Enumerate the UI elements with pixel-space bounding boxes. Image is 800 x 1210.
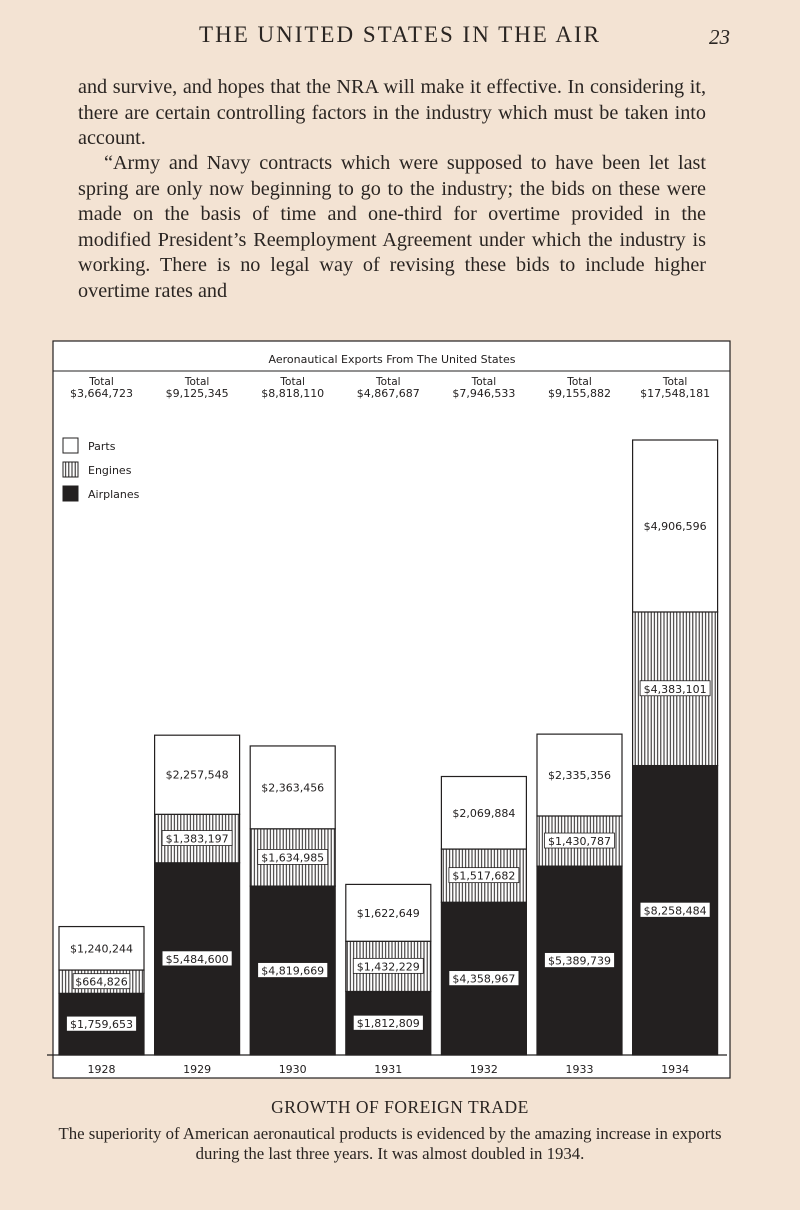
data-label-parts-1932: $2,069,884 (452, 806, 516, 820)
data-label-engines-1931: $1,432,229 (356, 960, 420, 974)
data-label-parts-1929: $2,257,548 (165, 768, 229, 782)
total-value-1928: $3,664,723 (70, 387, 133, 400)
total-caption-1928: Total (89, 376, 114, 388)
data-label-airplanes-1933: $5,389,739 (548, 954, 611, 968)
year-label-1931: 1931 (374, 1063, 403, 1076)
year-label-1933: 1933 (565, 1063, 594, 1076)
data-label-airplanes-1934: $8,258,484 (643, 904, 707, 918)
data-label-engines-1932: $1,517,682 (452, 869, 516, 883)
chart-title: Aeronautical Exports From The United States (268, 353, 516, 366)
data-label-engines-1928: $664,826 (75, 975, 128, 989)
body-paragraph-2: “Army and Navy contracts which were supposed to have been let last spring are only now beginning to go to the industry; the bids on these were made on the basis of time and one-third for overtime provided in the modified President’s Reemployment Agreement under which the industry is working. There is no legal way of revising these bids to include higher overtime rates and (78, 152, 706, 302)
data-label-parts-1928: $1,240,244 (70, 942, 133, 956)
total-caption-1932: Total (471, 376, 497, 388)
total-value-1930: $8,818,110 (261, 387, 325, 400)
data-label-engines-1930: $1,634,985 (261, 851, 325, 865)
figure-caption-title: GROWTH OF FOREIGN TRADE (271, 1097, 529, 1117)
legend-swatch-airplanes (63, 486, 78, 501)
body-paragraph-1: and survive, and hopes that the NRA will make it effective. In considering it, there are certain controlling factors in the industry which must be taken into account. (78, 76, 706, 149)
total-caption-1933: Total (567, 376, 592, 388)
legend-label-engines: Engines (88, 464, 132, 477)
total-caption-1929: Total (184, 376, 210, 388)
data-label-airplanes-1932: $4,358,967 (452, 972, 516, 986)
data-label-parts-1934: $4,906,596 (643, 519, 707, 533)
total-value-1933: $9,155,882 (548, 387, 611, 400)
total-caption-1931: Total (376, 376, 401, 388)
data-label-airplanes-1929: $5,484,600 (165, 952, 229, 966)
total-value-1934: $17,548,181 (640, 387, 711, 400)
year-label-1929: 1929 (183, 1063, 212, 1076)
total-value-1931: $4,867,687 (356, 387, 420, 400)
data-label-engines-1933: $1,430,787 (548, 835, 611, 849)
total-value-1929: $9,125,345 (165, 387, 229, 400)
data-label-airplanes-1931: $1,812,809 (356, 1017, 420, 1031)
total-caption-1934: Total (662, 376, 688, 388)
year-label-1934: 1934 (661, 1063, 690, 1076)
year-label-1928: 1928 (87, 1063, 116, 1076)
year-label-1932: 1932 (469, 1063, 498, 1076)
data-label-parts-1931: $1,622,649 (356, 906, 420, 920)
legend-label-parts: Parts (88, 440, 116, 453)
data-label-engines-1934: $4,383,101 (643, 682, 707, 696)
page-number: 23 (709, 25, 730, 49)
data-label-airplanes-1930: $4,819,669 (261, 964, 325, 978)
page-title: THE UNITED STATES IN THE AIR (199, 22, 601, 47)
year-label-1930: 1930 (278, 1063, 307, 1076)
figure-caption-text: The superiority of American aeronautical products is evidenced by the amazing increase in exports during the last three years. It was almost doubled in 1934. (58, 1124, 722, 1163)
legend-swatch-engines (63, 462, 78, 477)
legend-swatch-parts (63, 438, 78, 453)
data-label-parts-1930: $2,363,456 (261, 781, 325, 795)
total-caption-1930: Total (280, 376, 305, 388)
data-label-parts-1933: $2,335,356 (548, 769, 611, 783)
legend-label-airplanes: Airplanes (88, 488, 140, 501)
data-label-engines-1929: $1,383,197 (165, 832, 229, 846)
data-label-airplanes-1928: $1,759,653 (70, 1018, 133, 1032)
total-value-1932: $7,946,533 (452, 387, 516, 400)
